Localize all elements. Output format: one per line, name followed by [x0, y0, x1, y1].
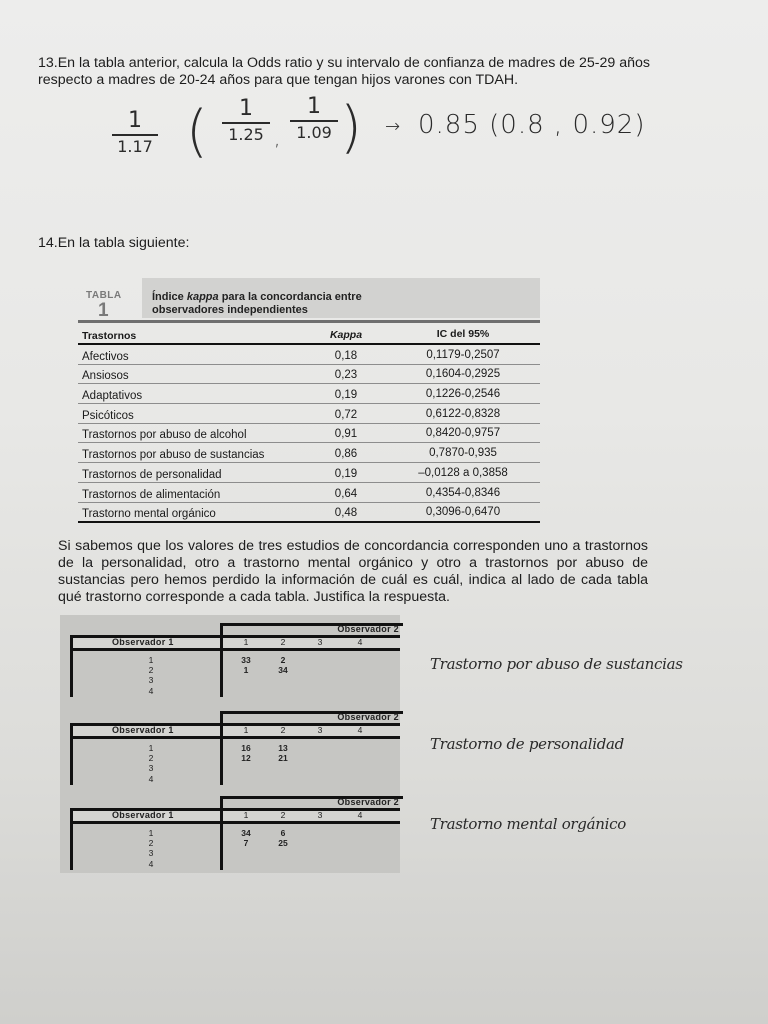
table-row — [78, 463, 540, 483]
fraction-bar — [112, 134, 158, 136]
cell-value: 6 — [280, 828, 286, 838]
column-header: 4 — [357, 810, 363, 820]
observer-1-label: Observador 1 — [112, 810, 174, 820]
column-header: 2 — [280, 637, 286, 647]
kappa-value: 0,48 — [334, 507, 358, 520]
kappa-value: 0,19 — [334, 467, 358, 480]
cell-value: 2 — [280, 655, 286, 665]
fraction-bar — [222, 122, 270, 124]
column-header: 3 — [317, 810, 323, 820]
fraction-2-denominator: 1.25 — [228, 125, 264, 144]
arrow-icon: → — [385, 116, 401, 137]
row-header: 2 — [148, 665, 154, 675]
column-header: 1 — [243, 725, 249, 735]
cell-value: 34 — [241, 828, 251, 838]
column-header: 1 — [243, 637, 249, 647]
kappa-value: 0,19 — [334, 389, 358, 402]
disorder-name: Afectivos — [82, 350, 129, 363]
table-header-row — [78, 323, 540, 345]
kappa-value: 0,18 — [334, 349, 358, 362]
contingency-table — [70, 788, 400, 870]
ci-value: 0,8420-0,9757 — [425, 427, 501, 440]
divider — [220, 723, 223, 785]
row-header: 1 — [148, 743, 154, 753]
divider — [220, 808, 223, 870]
ci-value: 0,4354-0,8346 — [425, 486, 501, 499]
ci-value: 0,7870-0,935 — [429, 447, 497, 460]
comma: , — [274, 126, 281, 150]
fraction-2-numerator: 1 — [239, 96, 253, 121]
contingency-table — [70, 703, 400, 785]
ci-value: 0,1604-0,2925 — [425, 368, 501, 381]
fraction-2 — [222, 98, 270, 144]
table-row — [78, 443, 540, 463]
fraction-1 — [112, 110, 158, 156]
title-suffix: para la concordancia entre — [218, 291, 362, 303]
divider — [70, 635, 73, 697]
kappa-value: 0,86 — [334, 448, 358, 461]
column-header: 4 — [357, 637, 363, 647]
table-row — [78, 483, 540, 503]
ci-value: 0,1226-0,2546 — [425, 388, 501, 401]
table-row — [78, 424, 540, 444]
table-row — [78, 345, 540, 365]
cell-value: 25 — [278, 838, 288, 848]
column-header: 3 — [317, 725, 323, 735]
open-paren: ( — [186, 99, 208, 164]
fraction-bar — [290, 120, 338, 122]
disorder-name: Trastorno mental orgánico — [82, 508, 216, 521]
ci-value: 0,1179-0,2507 — [426, 348, 500, 361]
table-row — [78, 384, 540, 404]
row-header: 3 — [148, 763, 154, 773]
table-body — [78, 345, 540, 523]
row-header: 4 — [148, 774, 154, 784]
disorder-name: Trastornos por abuso de alcohol — [82, 429, 247, 442]
contingency-tables — [60, 615, 400, 873]
fraction-1-numerator: 1 — [128, 108, 142, 133]
question-13-text: 13.En la tabla anterior, calcula la Odds ratio y su intervalo de confianza de madres de 25-29 años respecto a madres de 20-24 años para que tengan hijos varones con TDAH. — [38, 55, 651, 88]
row-header: 3 — [148, 675, 154, 685]
disorder-name: Psicóticos — [82, 409, 134, 422]
column-header: 4 — [357, 725, 363, 735]
disorder-name: Trastornos de alimentación — [82, 488, 221, 501]
handwritten-answer: Trastorno de personalidad — [430, 735, 624, 753]
title-italic: kappa — [186, 291, 219, 303]
row-header: 2 — [148, 753, 154, 763]
disorder-name: Adaptativos — [82, 390, 143, 403]
fraction-1-denominator: 1.17 — [117, 137, 153, 156]
kappa-value: 0,72 — [334, 408, 358, 421]
disorder-name: Trastornos de personalidad — [82, 468, 222, 481]
column-header: 3 — [317, 637, 323, 647]
row-header: 2 — [148, 838, 154, 848]
row-header: 4 — [148, 859, 154, 869]
cell-value: 33 — [241, 655, 251, 665]
observer-2-label: Observador 2 — [337, 712, 399, 722]
odds-ratio-result: 0.85 (0.8 , 0.92) — [418, 110, 646, 140]
column-header: 2 — [280, 810, 286, 820]
column-header: 2 — [280, 725, 286, 735]
disorder-name: Ansiosos — [82, 370, 129, 383]
cell-value: 1 — [243, 665, 249, 675]
divider — [70, 808, 73, 870]
table-row — [78, 365, 540, 385]
table-row — [78, 404, 540, 424]
handwritten-answer: Trastorno mental orgánico — [430, 815, 626, 833]
divider — [70, 723, 73, 785]
observer-2-label: Observador 2 — [337, 797, 399, 807]
cell-value: 16 — [241, 743, 251, 753]
kappa-table — [78, 278, 540, 523]
ci-value: –0,0128 a 0,3858 — [418, 466, 508, 479]
observer-1-label: Observador 1 — [112, 725, 174, 735]
kappa-value: 0,91 — [334, 428, 358, 441]
column-header: 1 — [243, 810, 249, 820]
observer-2-label: Observador 2 — [337, 624, 399, 634]
disorder-name: Trastornos por abuso de sustancias — [82, 449, 265, 462]
title-prefix: Índice — [152, 291, 187, 303]
header-ic: IC del 95% — [436, 328, 490, 340]
cell-value: 12 — [241, 753, 251, 763]
kappa-value: 0,64 — [334, 487, 358, 500]
title-line-2: observadores independientes — [152, 304, 308, 316]
kappa-value: 0,23 — [334, 369, 358, 382]
table-label: TABLA — [86, 290, 122, 301]
ci-value: 0,3096-0,6470 — [425, 506, 501, 519]
question-14-paragraph: Si sabemos que los valores de tres estudios de concordancia corresponden uno a trastornos de la personalidad, otro a trastorno mental orgánico y otro a trastornos por abuso de sustancias pero hemos perdido la información de cuál es cuál, indica al lado de cada tabla qué trastorno corresponde a cada tabla. Justifica la respuesta. — [58, 538, 648, 605]
table-title — [152, 291, 362, 317]
cell-value: 34 — [278, 665, 288, 675]
close-paren: ) — [340, 95, 362, 160]
cell-value: 21 — [278, 753, 288, 763]
question-14-text: 14.En la tabla siguiente: — [38, 235, 190, 251]
cell-value: 13 — [278, 743, 288, 753]
row-header: 4 — [148, 686, 154, 696]
row-header: 1 — [148, 828, 154, 838]
fraction-3 — [290, 96, 338, 142]
handwritten-answer: Trastorno por abuso de sustancias — [430, 655, 683, 673]
divider — [220, 635, 223, 697]
cell-value: 7 — [243, 838, 249, 848]
contingency-table — [70, 615, 400, 697]
table-number: 1 — [98, 300, 109, 321]
fraction-3-numerator: 1 — [307, 94, 321, 119]
observer-1-label: Observador 1 — [112, 637, 174, 647]
table-row — [78, 503, 540, 524]
header-kappa: Kappa — [329, 329, 363, 341]
fraction-3-denominator: 1.09 — [296, 123, 332, 142]
ci-value: 0,6122-0,8328 — [425, 407, 501, 420]
kappa-table-header — [78, 278, 540, 320]
row-header: 3 — [148, 848, 154, 858]
header-trastornos: Trastornos — [82, 330, 137, 342]
row-header: 1 — [148, 655, 154, 665]
